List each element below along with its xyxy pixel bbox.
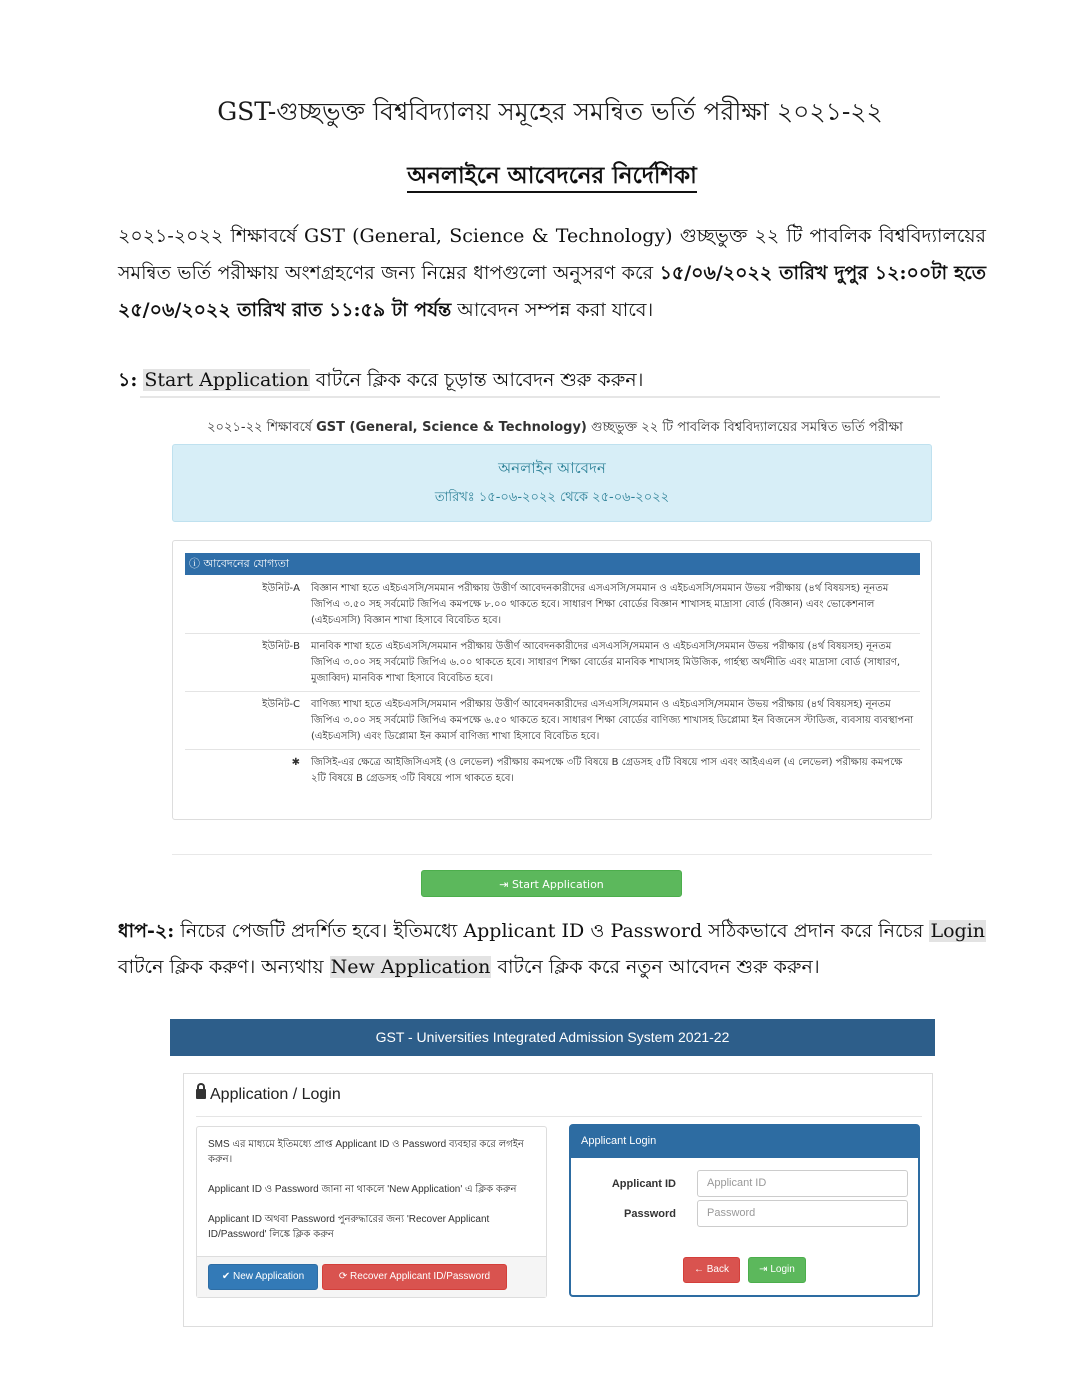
step-2-instruction	[118, 913, 986, 985]
divider	[172, 854, 932, 855]
applicant-id-label: Applicant ID	[611, 1178, 676, 1190]
applicant-id-input[interactable]: Applicant ID	[697, 1170, 908, 1197]
heading-bold: GST (General, Science & Technology)	[316, 420, 587, 435]
eligibility-title: আবেদনের যোগ্যতা	[203, 557, 290, 570]
recover-label: Recover Applicant ID/Password	[350, 1271, 491, 1282]
new-application-highlight: New Application	[330, 956, 491, 978]
subtitle-text: অনলাইনে আবেদনের নির্দেশিকা	[407, 162, 697, 193]
info-text: Applicant ID ও Password জানা না থাকলে 'New Application' এ ক্লিক করুন	[208, 1184, 517, 1195]
step-2-text: বাটনে ক্লিক করে নতুন আবেদন শুরু করুন।	[497, 956, 820, 978]
login-highlight: Login	[930, 920, 986, 942]
back-button[interactable]	[683, 1257, 740, 1283]
document-title: GST-গুচ্ছভুক্ত বিশ্ববিদ্যালয় সমূহের সমন্বিত ভর্তি পরীক্ষা ২০২১-২২	[217, 97, 883, 126]
divider	[185, 749, 920, 750]
online-application-banner	[172, 444, 932, 522]
start-application-label: Start Application	[511, 878, 604, 891]
step-2-number: ধাপ-২:	[118, 920, 175, 942]
applicant-login-box	[569, 1124, 920, 1297]
info-text: Applicant ID অথবা Password পুনরুদ্ধারের জন্য 'Recover Applicant ID/Password' লিঙ্কে ক্লিক করুন	[208, 1214, 490, 1240]
eligibility-row	[185, 639, 920, 687]
start-application-button[interactable]	[421, 870, 682, 897]
eligibility-panel	[172, 540, 932, 820]
password-label: Password	[624, 1208, 676, 1220]
arrow-left-icon: ←	[693, 1264, 707, 1275]
asterisk-icon: ✱	[291, 757, 300, 768]
intro-deadline: ১৫/০৬/২০২২ তারিখ দুপুর ১২:০০টা হতে ২৫/০৬/২০২২ তারিখ রাত ১১:৫৯ টা পর্যন্ত	[118, 262, 986, 321]
step-1-instruction	[118, 364, 643, 396]
panel-title	[196, 1086, 341, 1104]
login-button[interactable]	[748, 1257, 806, 1283]
divider	[196, 1116, 922, 1117]
check-circle-icon: ✔	[221, 1271, 233, 1282]
password-input[interactable]: Password	[697, 1200, 908, 1227]
step-1-highlight: Start Application	[144, 369, 309, 391]
login-box-header: Applicant Login	[571, 1126, 918, 1158]
unit-text: মানবিক শাখা হতে এইচএসসি/সমমান পরীক্ষায় উত্তীর্ণ আবেদনকারীদের এসএসসি/সমমান ও এইচএসসি/সমমান উভয় পরীক্ষায় (৪র্থ বিষয়সহ) নূনতম জিপিএ ৩.০০ সহ সর্বমোট জিপিএ ৬.০০ থাকতে হবে। সাধারণ শিক্ষা বোর্ডের মানবিক শাখাসহ মিউজিক, গার্হস্থ্য অর্থনীতি এবং মাদ্রাসা বোর্ড (সাধারণ, মুজাব্বিদ) মানবিক শাখা হিসাবে বিবেচিত হবে।	[311, 641, 901, 684]
unit-text: জিসিই-এর ক্ষেত্রে আইজিসিএসই (ও লেভেল) পরীক্ষায় কমপক্ষে ৩টি বিষয়ে B গ্রেডসহ ৫টি বিষয়ে পাস এবং আইএএল (এ লেভেল) পরীক্ষায় কমপক্ষে ২টি বিষয়ে B গ্রেডসহ ৩টি বিষয়ে পাস থাকতে হবে।	[311, 757, 903, 784]
back-label: Back	[706, 1264, 729, 1275]
step-1-text: বাটনে ক্লিক করে চূড়ান্ত আবেদন শুরু করুন।	[315, 369, 644, 391]
eligibility-row	[185, 755, 920, 787]
start-application-screenshot	[140, 396, 940, 916]
refresh-icon: ⟳	[338, 1271, 351, 1282]
new-application-label: New Application	[233, 1271, 305, 1282]
navbar: GST - Universities Integrated Admission System 2021-22	[170, 1019, 935, 1056]
step-2-text: বাটনে ক্লিক করুণ। অন্যথায়	[118, 956, 324, 978]
sign-in-icon: ⇥	[499, 878, 512, 891]
new-application-button[interactable]	[208, 1264, 318, 1290]
eligibility-header	[185, 553, 920, 575]
banner-date: তারিখঃ ১৫-০৬-২০২২ থেকে ২৫-০৬-২০২২	[434, 490, 670, 505]
unit-label: ইউনিট-C	[262, 699, 300, 710]
recover-id-button[interactable]	[322, 1264, 507, 1290]
login-panel	[183, 1073, 933, 1327]
login-label: Login	[770, 1264, 795, 1275]
eligibility-row	[185, 581, 920, 629]
unit-text: বিজ্ঞান শাখা হতে এইচএসসি/সমমান পরীক্ষায় উত্তীর্ণ আবেদনকারীদের এসএসসি/সমমান ও এইচএসসি/সমমান উভয় পরীক্ষায় (৪র্থ বিষয়সহ) নূনতম জিপিএ ৩.৫০ সহ সর্বমোট জিপিএ কমপক্ষে ৮.০০ থাকতে হবে। সাধারণ শিক্ষা বোর্ডের বিজ্ঞান শাখাসহ মাদ্রাসা বোর্ড (বিজ্ঞান) এবং ভোকেশনাল (এইচএসসি) বিজ্ঞান শাখা হিসাবে বিবেচিত হবে।	[311, 583, 889, 626]
unit-text: বাণিজ্য শাখা হতে এইচএসসি/সমমান পরীক্ষায় উত্তীর্ণ আবেদনকারীদের এসএসসি/সমমান ও এইচএসসি/সমমান উভয় পরীক্ষায় (৪র্থ বিষয়সহ) নূনতম জিপিএ ৩.০০ সহ সর্বমোট জিপিএ কমপক্ষে ৬.৫০ থাকতে হবে। সাধারণ শিক্ষা বোর্ডের বাণিজ্য শাখাসহ ডিপ্লোমা ইন বিজনেস স্টাডিজ, ব্যবসায় ব্যবস্থাপনা (এইচএসসি) এবং ডিপ্লোমা ইন কমার্স বাণিজ্য শাখা হিসাবে বিবেচিত হবে।	[311, 699, 914, 742]
info-text: SMS এর মাধ্যমে ইতিমধ্যে প্রাপ্ত Applicant ID ও Password ব্যবহার করে লগইন করুন।	[208, 1139, 524, 1165]
divider	[185, 691, 920, 692]
intro-text: ২০২১-২০২২ শিক্ষাবর্ষে GST (General, Science & Technology) গুচ্ছভুক্ত ২২ টি পাবলিক বিশ্ববিদ্যালয়ের সমন্বিত ভর্তি পরীক্ষায় অংশগ্রহণের জন্য নিম্নের ধাপগুলো অনুসরণ করে	[118, 225, 986, 284]
info-box-footer	[197, 1256, 546, 1297]
step-2-text: নিচের পেজটি প্রদর্শিত হবে। ইতিমধ্যে Applicant ID ও Password সঠিকভাবে প্রদান করে নিচের	[180, 920, 924, 942]
info-icon: ⓘ	[189, 557, 204, 570]
intro-text-end: আবেদন সম্পন্ন করা যাবে।	[457, 299, 654, 321]
screenshot-heading	[170, 418, 940, 439]
intro-paragraph	[118, 218, 986, 329]
divider	[140, 396, 940, 398]
divider	[185, 633, 920, 634]
banner-title: অনলাইন আবেদন	[498, 459, 606, 477]
eligibility-row	[185, 697, 920, 745]
login-page-screenshot	[170, 1019, 935, 1327]
panel-title-text: Application / Login	[210, 1086, 341, 1103]
lock-icon	[196, 1089, 206, 1099]
sign-in-icon: ⇥	[759, 1264, 771, 1275]
heading-pre: ২০২১-২২ শিক্ষাবর্ষে	[207, 420, 312, 435]
unit-label: ইউনিট-B	[262, 641, 300, 652]
step-1-number: ১:	[118, 369, 138, 391]
unit-label: ইউনিট-A	[262, 583, 300, 594]
heading-post: গুচ্ছভুক্ত ২২ টি পাবলিক বিশ্ববিদ্যালয়ের সমন্বিত ভর্তি পরীক্ষা	[591, 420, 903, 435]
document-subtitle	[0, 157, 1080, 196]
info-box	[196, 1126, 547, 1298]
